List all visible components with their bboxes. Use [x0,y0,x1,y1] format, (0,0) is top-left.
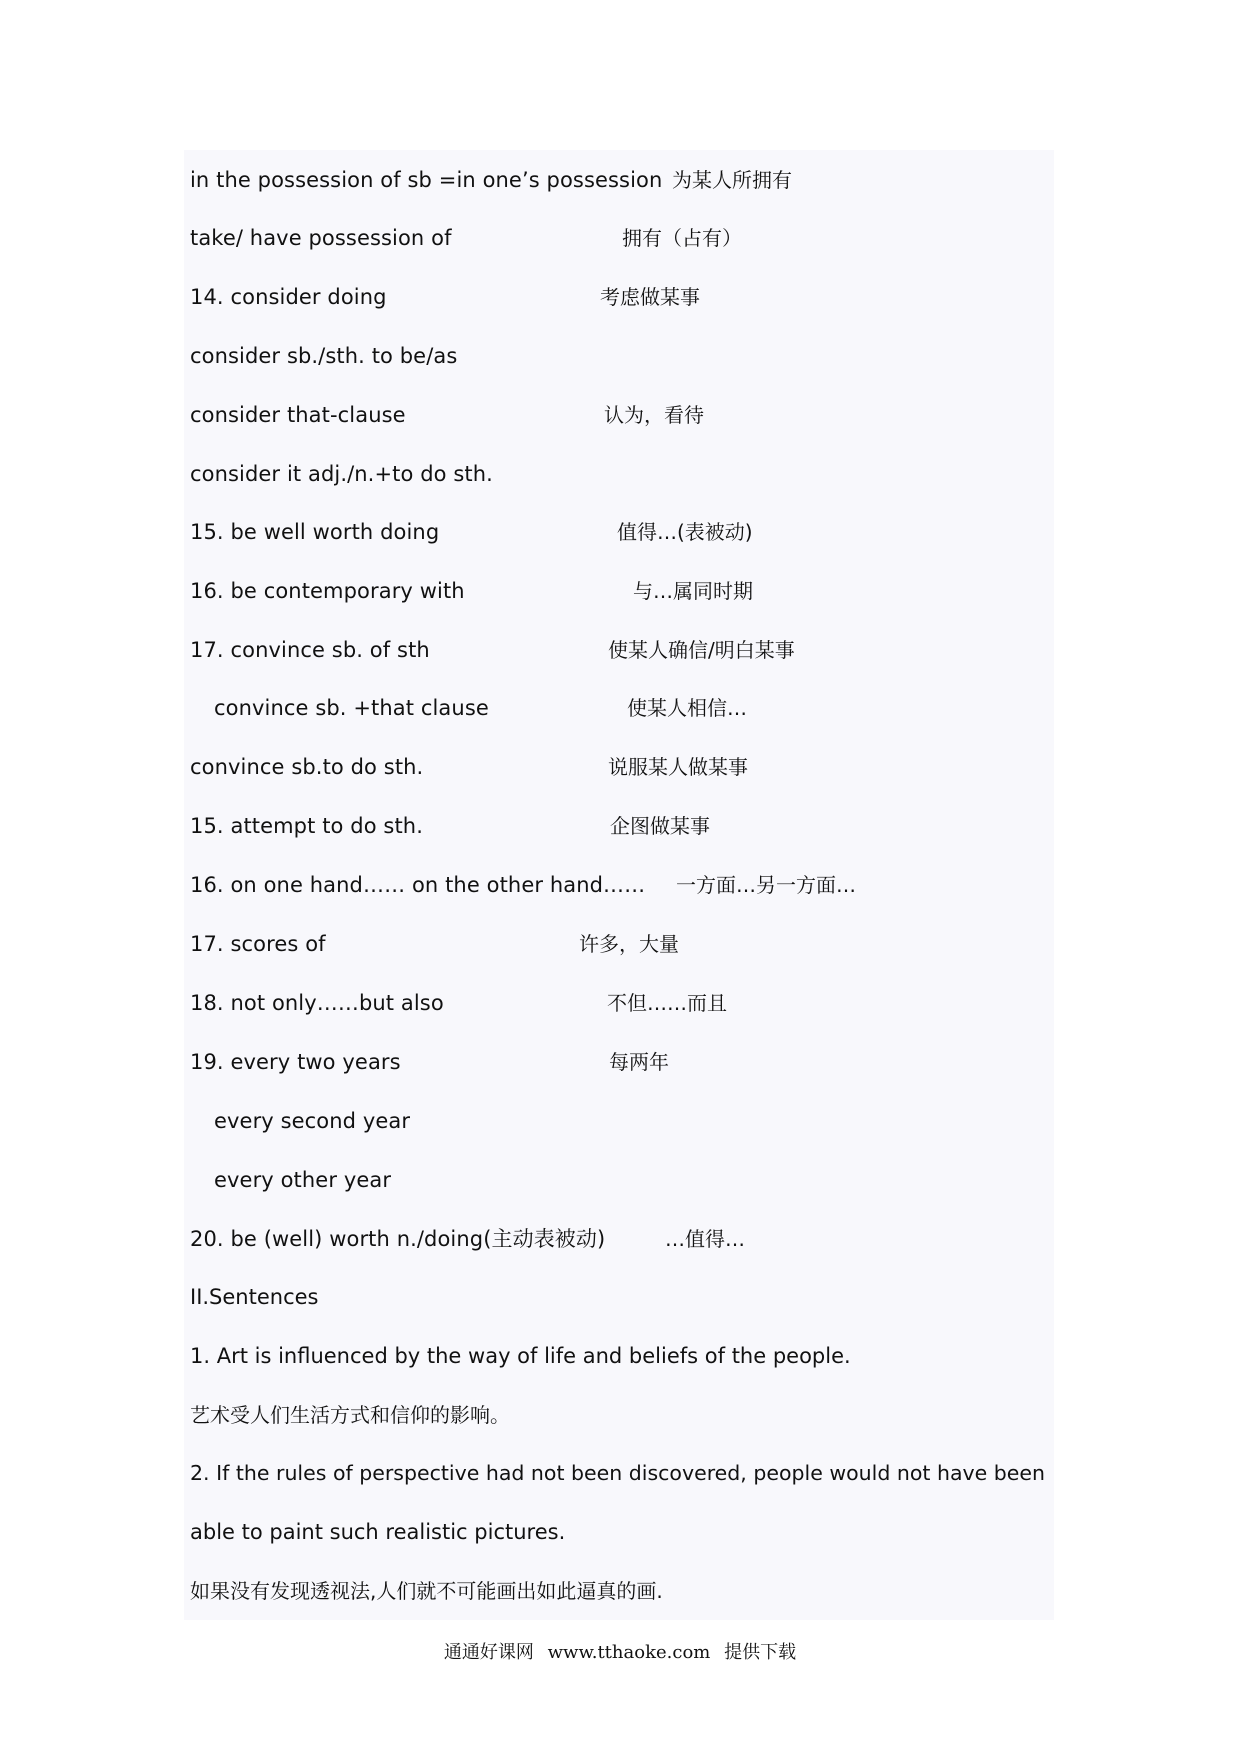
sentence-1-chinese: 艺术受人们生活方式和信仰的影响。 [190,1403,510,1427]
phrase-english: 17. convince sb. of sth [190,638,430,662]
phrase-row [0,1222,1240,1256]
phrase-row [0,809,1240,843]
phrase-english: consider sb./sth. to be/as [190,344,458,368]
phrase-chinese: 认为，看待 [604,403,704,427]
phrase-row [0,691,1240,725]
phrase-row [0,1104,1240,1138]
phrase-row [0,574,1240,608]
phrase-row [0,457,1240,491]
phrase-english: every other year [214,1168,392,1192]
phrase-chinese: 企图做某事 [610,814,710,838]
section-heading-text: II.Sentences [190,1285,319,1309]
phrase-row [0,750,1240,784]
phrase-english: 17. scores of [190,932,326,956]
phrase-english: 20. be (well) worth n./doing(主动表被动) [190,1227,606,1251]
phrase-chinese: 使某人确信/明白某事 [608,638,795,662]
phrase-english: 19. every two years [190,1050,401,1074]
footer-site-name: 通通好课网 [443,1642,534,1663]
page-footer [0,1638,1240,1664]
phrase-chinese: 使某人相信… [627,696,747,720]
phrase-english: 16. be contemporary with [190,579,465,603]
phrase-chinese: 与…属同时期 [633,579,753,603]
phrase-row [0,163,1240,197]
phrase-chinese: 为某人所拥有 [672,168,792,192]
phrase-row [0,339,1240,373]
sentence-2-english-line-2: able to paint such realistic pictures. [190,1520,566,1544]
phrase-row [0,221,1240,255]
sentence-2-chinese: 如果没有发现透视法,人们就不可能画出如此逼真的画. [190,1579,663,1603]
phrase-chinese: 不但……而且 [607,991,727,1015]
phrase-english: convince sb.to do sth. [190,755,424,779]
phrase-english: every second year [214,1109,411,1133]
footer-suffix: 提供下载 [724,1642,797,1663]
phrase-row [0,280,1240,314]
phrase-english: 15. be well worth doing [190,520,440,544]
sentence-1-english: 1. Art is influenced by the way of life and beliefs of the people. [190,1344,851,1368]
phrase-row [0,398,1240,432]
phrase-row [0,1045,1240,1079]
phrase-row [0,1163,1240,1197]
phrase-chinese: …值得… [665,1227,745,1251]
phrase-row [0,515,1240,549]
phrase-english: 15. attempt to do sth. [190,814,423,838]
phrase-row [0,633,1240,667]
phrase-chinese: 说服某人做某事 [608,755,748,779]
phrase-english: consider that-clause [190,403,406,427]
phrase-english: in the possession of sb =in one’s possession [190,168,663,192]
phrase-english: 18. not only……but also [190,991,444,1015]
phrase-row [0,927,1240,961]
phrase-english: convince sb. +that clause [214,696,489,720]
phrase-chinese: 值得…(表被动) [617,520,753,544]
footer-url[interactable]: www.tthaoke.com [547,1642,711,1663]
phrase-english: 16. on one hand…… on the other hand…… [190,873,646,897]
phrase-english: take/ have possession of [190,226,452,250]
phrase-chinese: 一方面…另一方面… [676,873,856,897]
phrase-chinese: 考虑做某事 [600,285,700,309]
sentence-2-english-line-1: 2. If the rules of perspective had not been discovered, people would not have been [190,1461,1046,1485]
phrase-chinese: 每两年 [609,1050,669,1074]
phrase-row [0,986,1240,1020]
phrase-chinese: 许多，大量 [579,932,679,956]
phrase-english: consider it adj./n.+to do sth. [190,462,493,486]
phrase-row [0,868,1240,902]
phrase-chinese: 拥有（占有） [622,226,742,250]
phrase-english: 14. consider doing [190,285,387,309]
